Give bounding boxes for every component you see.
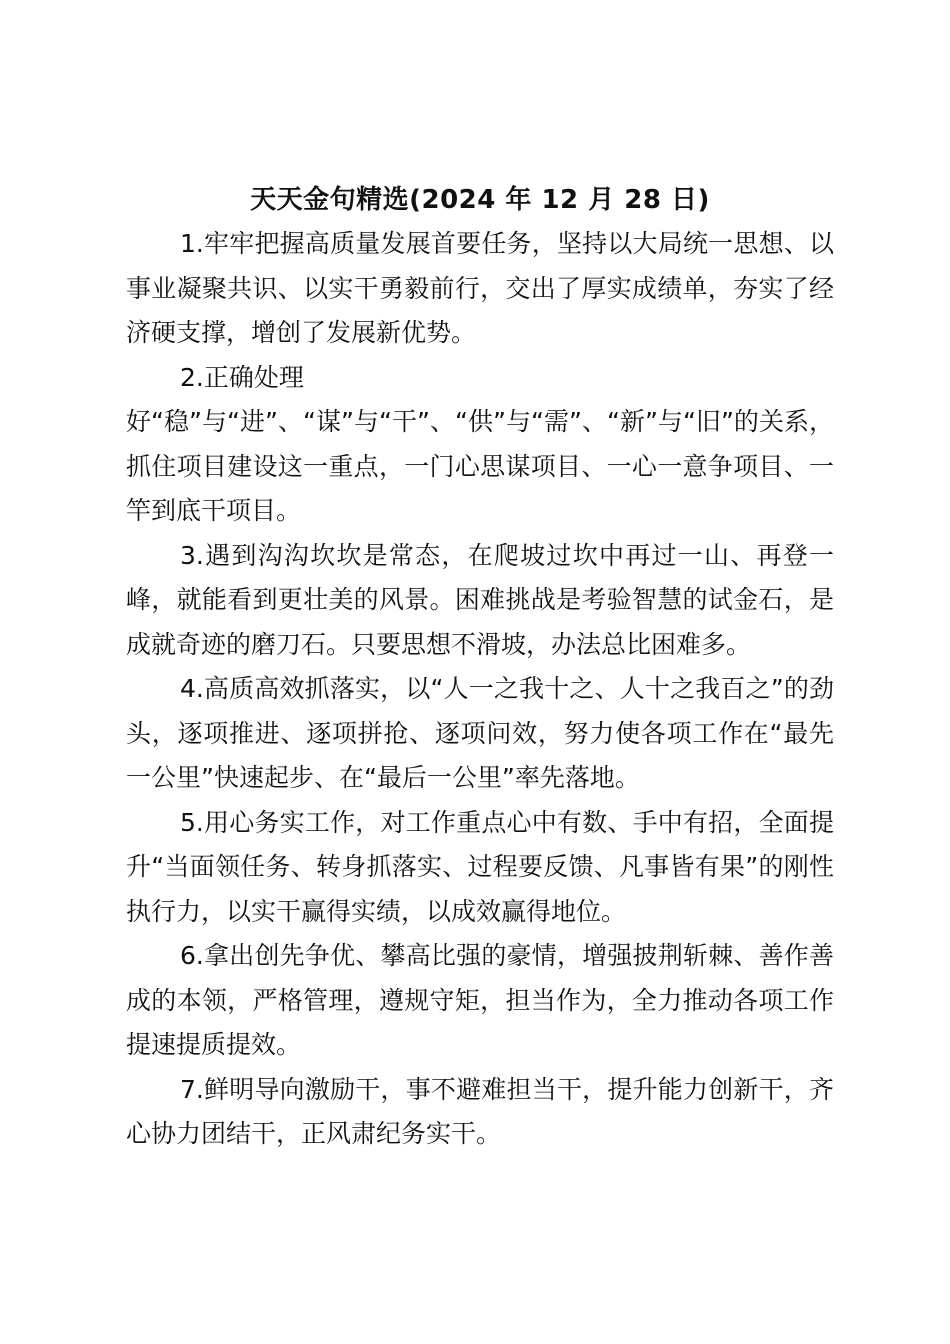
paragraph-2-heading: 2.正确处理 <box>180 362 304 392</box>
paragraph-2-body: 好“稳”与“进”、“谋”与“干”、“供”与“需”、“新”与“旧”的关系，抓住项目建设这一重点，一门心思谋项目、一心一意争项目、一竿到底干项目。 <box>126 407 834 525</box>
paragraph-3: 3.遇到沟沟坎坎是常态，在爬坡过坎中再过一山、再登一峰，就能看到更壮美的风景。困难挑战是考验智慧的试金石，是成就奇迹的磨刀石。只要思想不滑坡，办法总比困难多。 <box>126 540 834 659</box>
paragraph-5: 5.用心务实工作，对工作重点心中有数、手中有招，全面提升“当面领任务、转身抓落实、过程要反馈、凡事皆有果”的刚性执行力，以实干赢得实绩，以成效赢得地位。 <box>126 807 834 926</box>
document-page <box>126 178 834 1157</box>
paragraph-7: 7.鲜明导向激励干，事不避难担当干，提升能力创新干，齐心协力团结干，正风肃纪务实干。 <box>126 1074 834 1148</box>
paragraph-1: 1.牢牢把握高质量发展首要任务，坚持以大局统一思想、以事业凝聚共识、以实干勇毅前行，交出了厚实成绩单，夯实了经济硬支撑，增创了发展新优势。 <box>126 229 834 347</box>
document-title: 天天金句精选(2024 年 12 月 28 日) <box>250 185 710 215</box>
paragraph-4: 4.高质高效抓落实，以“人一之我十之、人十之我百之”的劲头，逐项推进、逐项拼抢、逐项问效，努力使各项工作在“最先一公里”快速起步、在“最后一公里”率先落地。 <box>126 674 834 792</box>
paragraph-6: 6.拿出创先争优、攀高比强的豪情，增强披荆斩棘、善作善成的本领，严格管理，遵规守矩，担当作为，全力推动各项工作提速提质提效。 <box>126 941 834 1059</box>
